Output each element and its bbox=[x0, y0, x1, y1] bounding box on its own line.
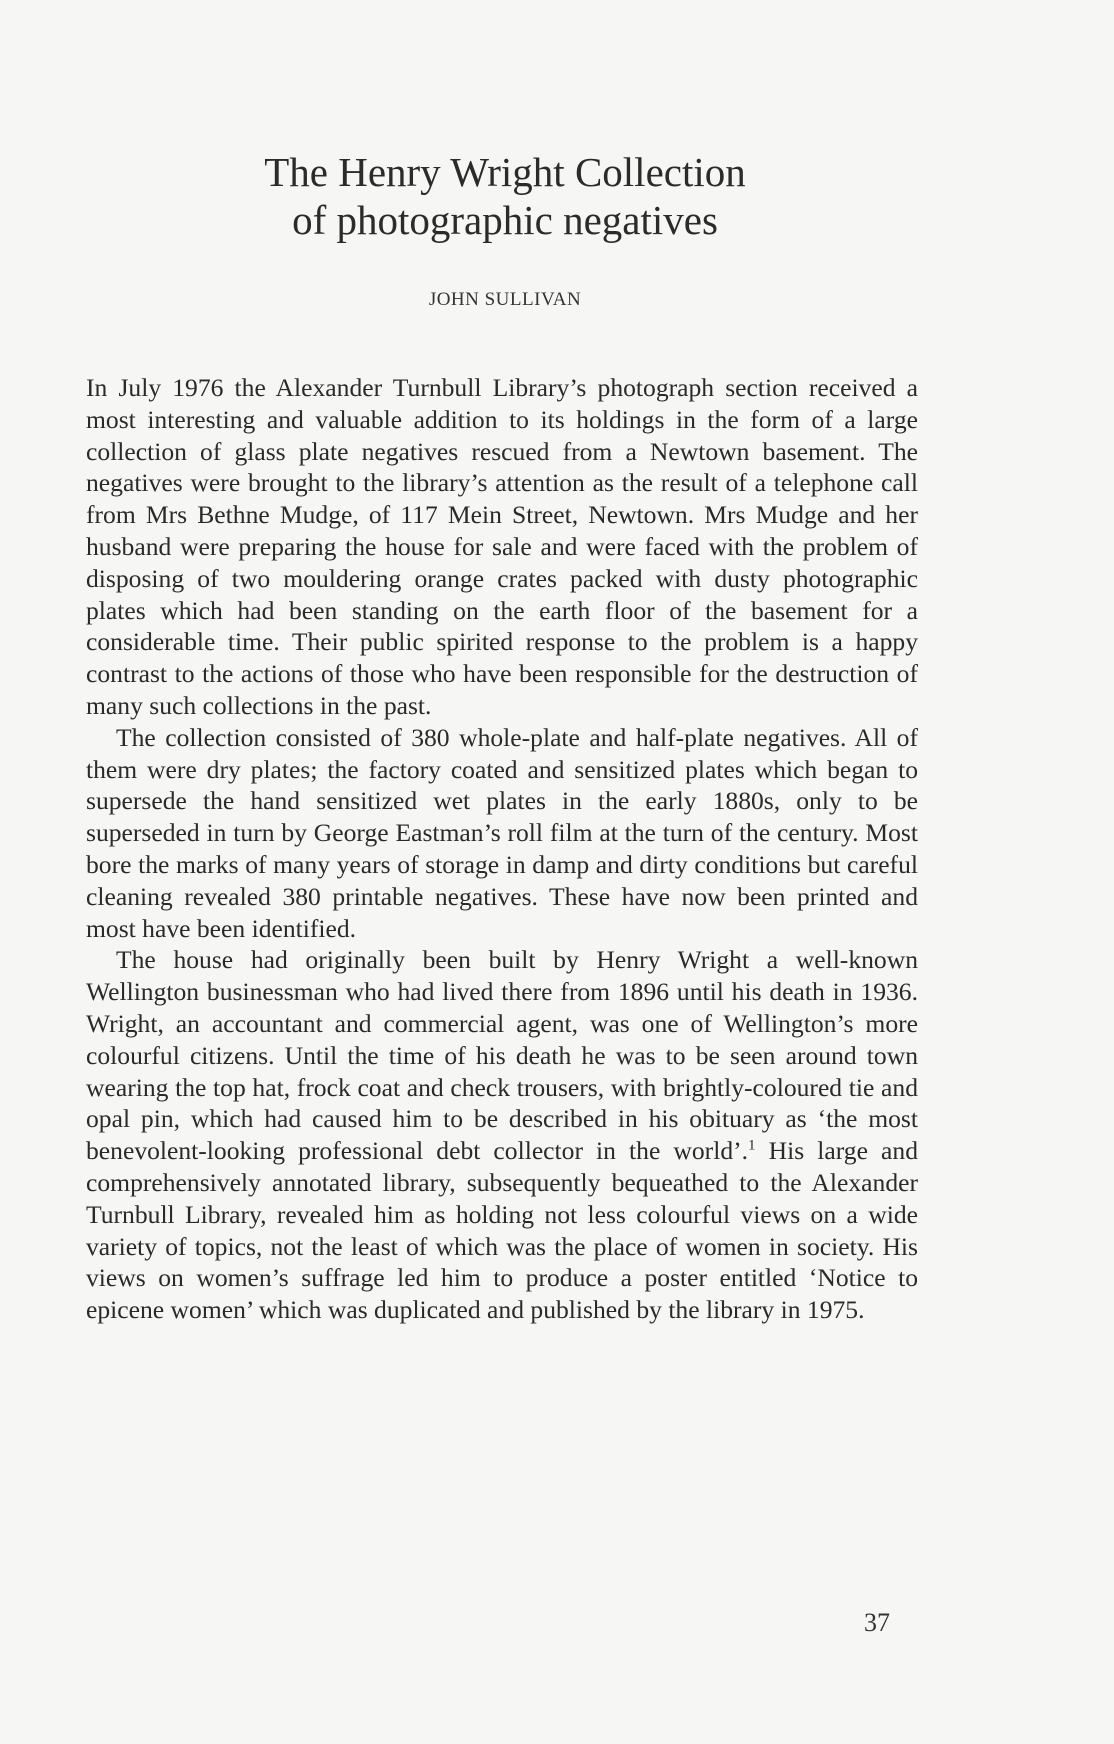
paragraph-3 bbox=[86, 944, 918, 1326]
paragraph-2: The collection consisted of 380 whole-plate and half-plate negatives. All of them were dry plates; the factory coated and sensitized plates which began to supersede the hand sensitized wet plates in the early 1880s, only to be superseded in turn by George Eastman’s roll film at the turn of the century. Most bore the marks of many years of storage in damp and dirty conditions but careful cleaning revealed 380 printable negatives. These have now been printed and most have been identified. bbox=[86, 722, 918, 943]
article-title bbox=[120, 148, 890, 244]
page-number: 37 bbox=[864, 1608, 890, 1637]
paragraph-1: In July 1976 the Alexander Turnbull Library’s photograph section received a most interesting and valuable addition to its holdings in the form of a large collection of glass plate negatives rescued from a Newtown basement. The negatives were brought to the library’s attention as the result of a telephone call from Mrs Bethne Mudge, of 117 Mein Street, Newtown. Mrs Mudge and her husband were preparing the house for sale and were faced with the problem of disposing of two mouldering orange crates packed with dusty photographic plates which had been standing on the earth floor of the basement for a considerable time. Their public spirited response to the problem is a happy contrast to the actions of those who have been responsible for the destruction of many such collections in the past. bbox=[86, 373, 918, 720]
author-byline: JOHN SULLIVAN bbox=[428, 289, 582, 310]
title-line-2: of photographic negatives bbox=[292, 197, 718, 243]
paragraph-3-continued: His large and comprehensively annotated library, subsequently bequeathed to the Alexander Turnbull Library, revealed him as holding not less colourful views on a wide variety of topics, not the least of which was the place of women in society. His views on women’s suffrage led him to produce a poster entitled ‘Notice to epicene women’ which was duplicated and published by the library in 1975. bbox=[86, 1136, 919, 1325]
title-line-1: The Henry Wright Collection bbox=[264, 149, 746, 195]
footnote-marker: 1 bbox=[748, 1137, 756, 1154]
paragraph-3-text: The house had originally been built by Henry Wright a well-known Wellington businessman who had lived there from 1896 until his death in 1936. Wright, an accountant and commercial agent, was one of Wellington’s more colourful citizens. Until the time of his death he was to be seen around town wearing the top hat, frock coat and check trousers, with brightly-coloured tie and opal pin, which had caused him to be described in his obituary as ‘the most benevolent-looking professional debt collector in the world’. bbox=[86, 945, 918, 1166]
article-body bbox=[86, 372, 918, 1326]
